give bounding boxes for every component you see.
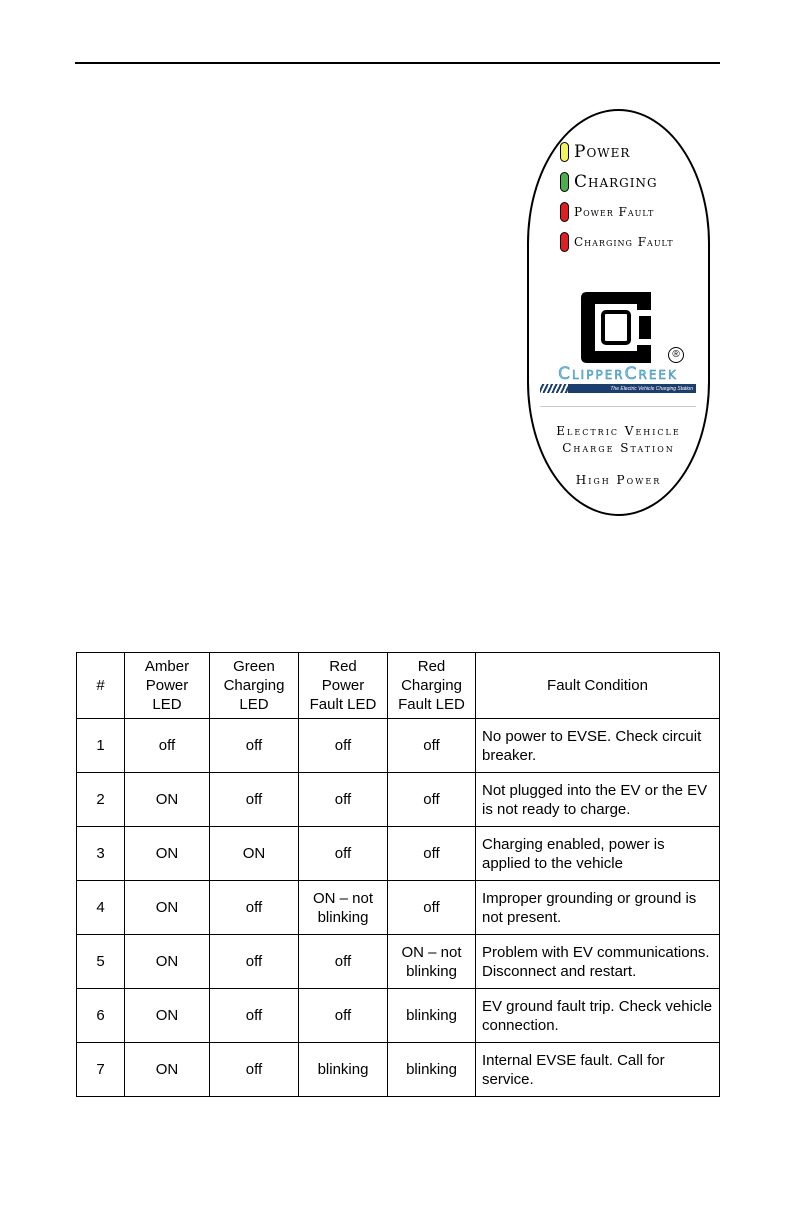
- table-row: [77, 1043, 720, 1097]
- red-power-fault-led-state: off: [299, 719, 388, 773]
- green-charging-led-state: off: [210, 719, 299, 773]
- led-row-power-fault: [560, 202, 654, 222]
- panel-text-line2: Charge Station: [562, 441, 675, 455]
- green-charging-led-state: off: [210, 1043, 299, 1097]
- led-row-charging-fault: [560, 232, 674, 252]
- table-row: [77, 719, 720, 773]
- red-power-fault-led-state: off: [299, 935, 388, 989]
- red-power-fault-led-state: blinking: [299, 1043, 388, 1097]
- amber-power-led-state: ON: [125, 773, 210, 827]
- green-charging-led-state: ON: [210, 827, 299, 881]
- red-power-fault-led-state: ON – not blinking: [299, 881, 388, 935]
- row-number: 4: [77, 881, 125, 935]
- green-charging-led-state: off: [210, 935, 299, 989]
- registered-mark: ®: [668, 347, 684, 363]
- led-label-charging: Charging: [574, 172, 658, 192]
- led-label-power: Power: [574, 142, 631, 162]
- power-led-icon: [560, 142, 569, 162]
- row-number: 6: [77, 989, 125, 1043]
- power-fault-led-icon: [560, 202, 569, 222]
- table-row: [77, 935, 720, 989]
- red-power-fault-led-state: off: [299, 773, 388, 827]
- row-number: 2: [77, 773, 125, 827]
- fault-condition: No power to EVSE. Check circuit breaker.: [476, 719, 720, 773]
- red-charging-fault-led-state: off: [388, 719, 476, 773]
- red-charging-fault-led-state: ON – not blinking: [388, 935, 476, 989]
- table-row: [77, 827, 720, 881]
- amber-power-led-state: ON: [125, 935, 210, 989]
- charging-led-icon: [560, 172, 569, 192]
- red-charging-fault-led-state: blinking: [388, 989, 476, 1043]
- fault-condition: Not plugged into the EV or the EV is not ready to charge.: [476, 773, 720, 827]
- red-charging-fault-led-state: off: [388, 827, 476, 881]
- header-fault-condition: Fault Condition: [476, 653, 720, 719]
- amber-power-led-state: ON: [125, 827, 210, 881]
- fault-condition: Charging enabled, power is applied to the vehicle: [476, 827, 720, 881]
- fault-condition: EV ground fault trip. Check vehicle connection.: [476, 989, 720, 1043]
- red-charging-fault-led-state: off: [388, 773, 476, 827]
- row-number: 3: [77, 827, 125, 881]
- row-number: 1: [77, 719, 125, 773]
- header-amber-power-led: Amber Power LED: [125, 653, 210, 719]
- panel-text-line3: High Power: [575, 473, 662, 487]
- led-row-power: [560, 142, 630, 162]
- fault-condition: Improper grounding or ground is not present.: [476, 881, 720, 935]
- red-charging-fault-led-state: off: [388, 881, 476, 935]
- brand-tagline-bar: [540, 384, 696, 393]
- header-number: #: [77, 653, 125, 719]
- table-row: [77, 989, 720, 1043]
- amber-power-led-state: off: [125, 719, 210, 773]
- header-green-charging-led: Green Charging LED: [210, 653, 299, 719]
- stripes-icon: [540, 384, 568, 393]
- brand-name: ClipperCreek: [558, 364, 678, 384]
- green-charging-led-state: off: [210, 773, 299, 827]
- row-number: 7: [77, 1043, 125, 1097]
- amber-power-led-state: ON: [125, 1043, 210, 1097]
- row-number: 5: [77, 935, 125, 989]
- panel-text-line1: Electric Vehicle: [556, 424, 681, 438]
- red-charging-fault-led-state: blinking: [388, 1043, 476, 1097]
- green-charging-led-state: off: [210, 989, 299, 1043]
- red-power-fault-led-state: off: [299, 989, 388, 1043]
- header-red-power-fault-led: Red Power Fault LED: [299, 653, 388, 719]
- header-red-charging-fault-led: Red Charging Fault LED: [388, 653, 476, 719]
- led-label-power-fault: Power Fault: [574, 205, 655, 219]
- table-header-row: [77, 653, 720, 719]
- panel-divider: [540, 406, 696, 407]
- header-rule: [75, 62, 720, 64]
- led-row-charging: [560, 172, 658, 192]
- amber-power-led-state: ON: [125, 989, 210, 1043]
- led-fault-table: [76, 652, 720, 1097]
- led-label-charging-fault: Charging Fault: [574, 235, 674, 249]
- green-charging-led-state: off: [210, 881, 299, 935]
- fault-condition: Internal EVSE fault. Call for service.: [476, 1043, 720, 1097]
- fault-condition: Problem with EV communications. Disconnect and restart.: [476, 935, 720, 989]
- brand-tagline: The Electric Vehicle Charging Station: [610, 385, 693, 392]
- amber-power-led-state: ON: [125, 881, 210, 935]
- table-row: [77, 773, 720, 827]
- clippercreek-logo-icon: [577, 290, 657, 365]
- charging-fault-led-icon: [560, 232, 569, 252]
- table-row: [77, 881, 720, 935]
- red-power-fault-led-state: off: [299, 827, 388, 881]
